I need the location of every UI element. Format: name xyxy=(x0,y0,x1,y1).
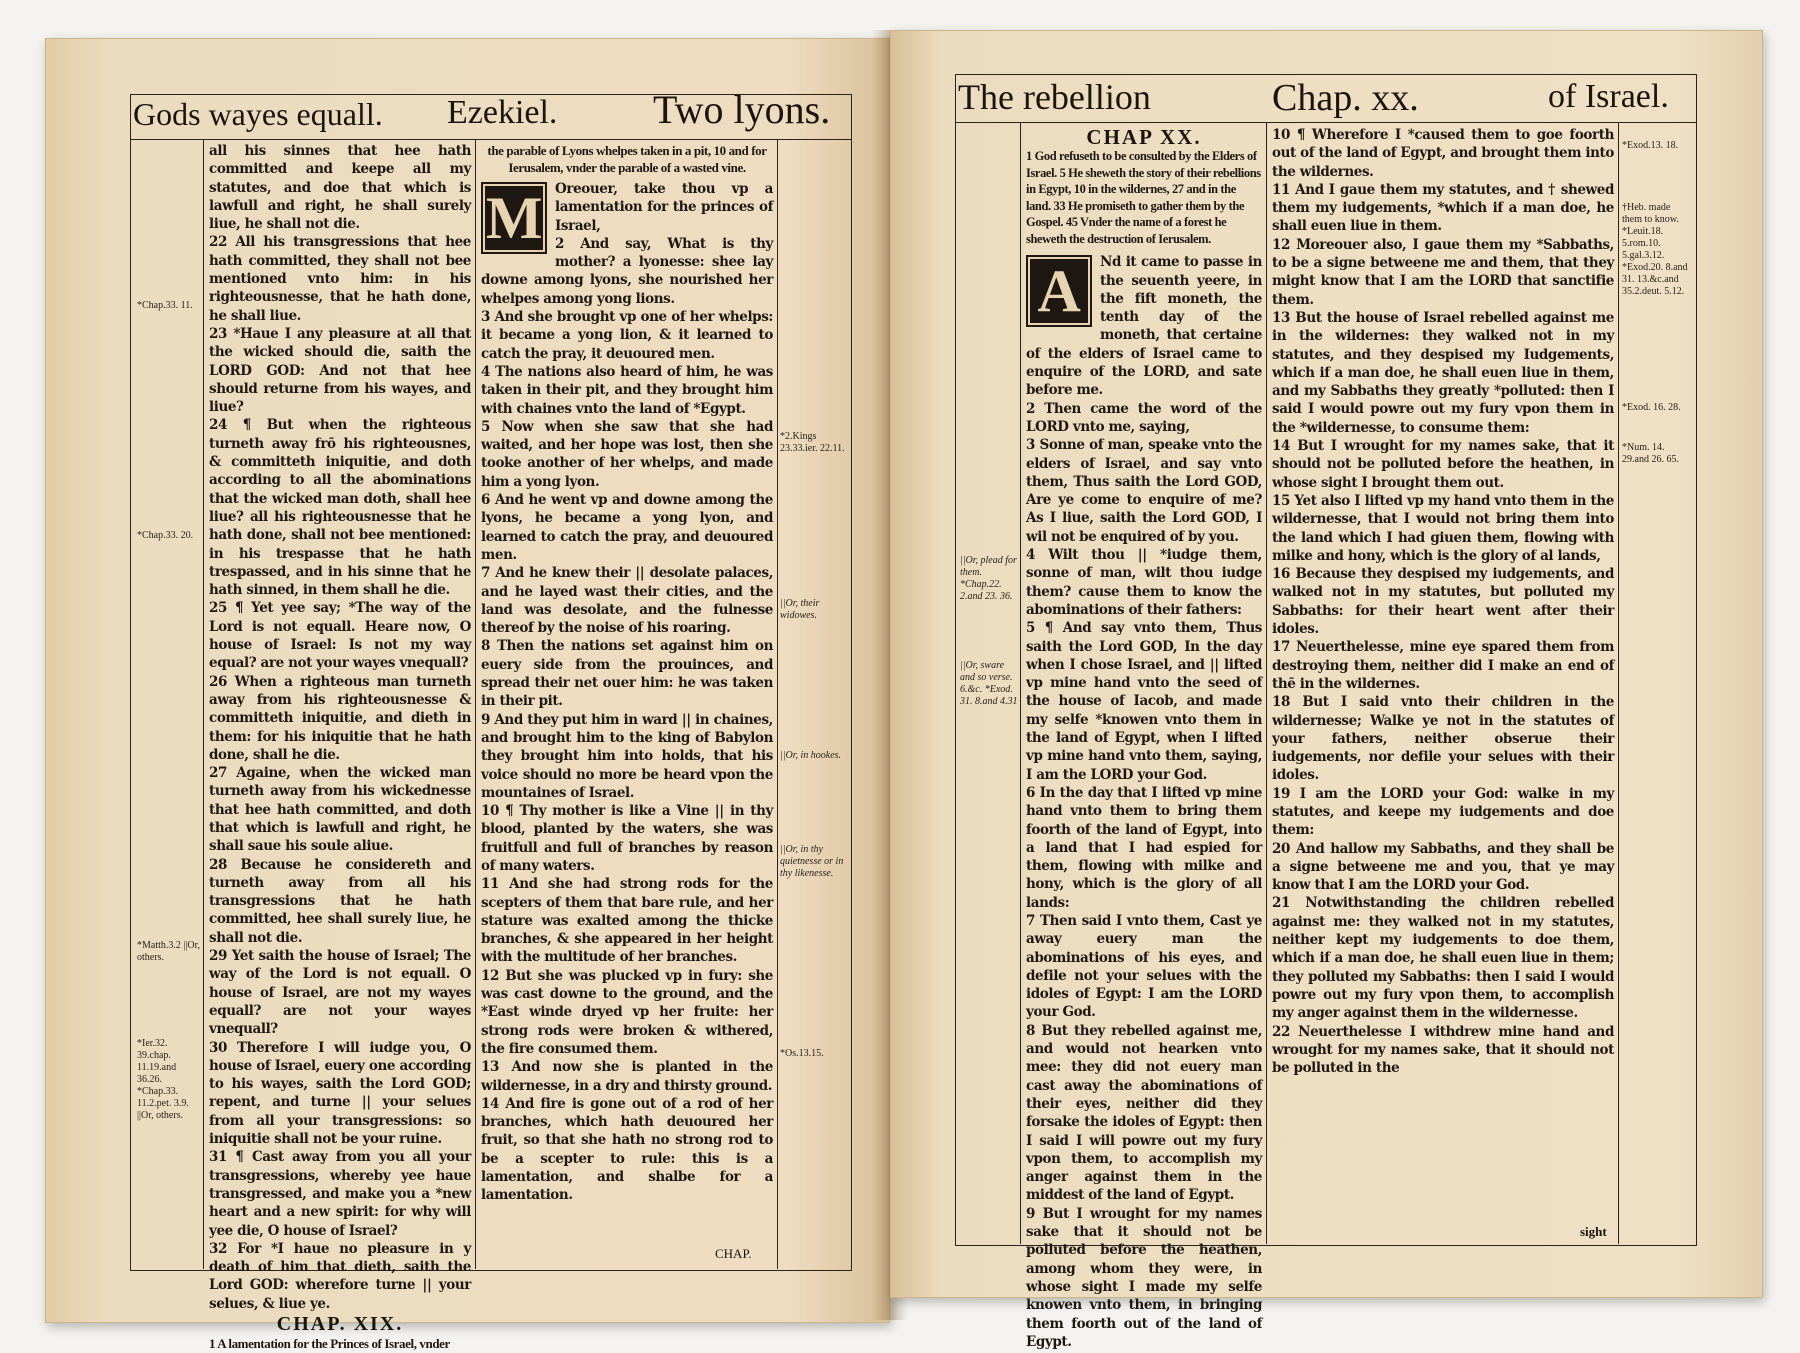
right-column-1 xyxy=(1026,125,1262,1350)
margin-note: ||Or, plead for them. *Chap.22. 2.and 23. 36. xyxy=(960,555,1017,602)
verse: 19 I am the LORD your God: walke in my statutes, and keepe my iudgements and doe them: xyxy=(1272,785,1614,839)
margin-note: ||Or, in hookes. xyxy=(780,750,842,761)
verse-opening: Nd it came to passe in the seuenth yeere, in the fift moneth, the tenth day of the moneth, that certaine of the elders of Israel came to enquire of the LORD, and sate before me. xyxy=(1026,254,1262,399)
verse: 14 And fire is gone out of a rod of her branches, which hath deuoured her fruit, so that she hath no strong rod to be a scepter to rule: this is a lamentation, and shalbe for a lamentation. xyxy=(481,1095,773,1204)
verse: 10 ¶ Thy mother is like a Vine || in thy blood, planted by the waters, she was fruitfull and full of branches by reason of many waters. xyxy=(481,803,773,874)
verse: 7 And he knew their || desolate palaces, and he layed wast their cities, and the land was desolate, and the fulnesse thereof by the noise of his roaring. xyxy=(481,565,773,637)
chapter-summary: 1 God refuseth to be consulted by the Elders of Israel. 5 He sheweth the story of their rebellions in Egypt, 10 in the wildernes, 27 and in the land. 33 He promiseth to gather them by the Gospel. 45 Vnder the name of a forest he sheweth the destruction of Ierusalem. xyxy=(1026,149,1261,246)
verse: 14 But I wrought for my names sake, that it should not be polluted before the heathen, in whose sight I brought them out. xyxy=(1272,438,1614,491)
margin-note: *Exod.13. 18. xyxy=(1622,140,1679,151)
verse: 7 Then said I vnto them, Cast ye away euery man the abominations of his eyes, and defile not your selues with the idoles of Egypt: I am the LORD your God. xyxy=(1026,912,1262,1021)
margin-note: *Matth.3.2 ||Or, others. xyxy=(137,940,201,963)
verse: 8 But they rebelled against me, and would not hearken vnto mee: they did not euery man cast away the abominations of their eyes, neither did they forsake the idoles of Egypt: then I said I will powre out my fury vpon them, to accomplish my anger against them in the middest of the land of Egypt. xyxy=(1026,1022,1262,1204)
left-header-rule xyxy=(130,139,851,140)
margin-note: *Os.13.15. xyxy=(780,1048,824,1059)
margin-note: ||Or, their widowes. xyxy=(780,598,820,621)
right-column-2 xyxy=(1272,126,1614,1222)
catchword: sight xyxy=(1580,1224,1607,1239)
chapter-summary-continued: the parable of Lyons whelpes taken in a pit, 10 and for Ierusalem, vnder the parable of a wasted vine. xyxy=(487,143,767,175)
verse: 2 And say, What is thy mother? a lyonesse: shee lay downe among lyons, she nourished her whelpes among yong lions. xyxy=(481,235,773,307)
margin-note: †Heb. made them to know. *Leuit.18. 5.rom.10. 5.gal.3.12. *Exod.20. 8.and 31. 13.&c.and 35.2.deut. 5.12. xyxy=(1622,202,1688,297)
verse: 29 Yet saith the house of Israel; The way of the Lord is not equall. O house of Israel, are not my wayes equall? are not your wayes vnequall? xyxy=(209,948,471,1038)
margin-note: ||Or, in thy quietnesse or in thy likenesse. xyxy=(780,844,844,879)
left-margin-rule-outer xyxy=(777,139,778,1269)
right-margin-rule-inner xyxy=(1020,122,1021,1244)
verse: 10 ¶ Wherefore I *caused them to goe foorth out of the land of Egypt, and brought them into the wildernes. xyxy=(1272,127,1614,180)
running-head-center: Chap. xx. xyxy=(1272,77,1419,119)
verse: 16 Because they despised my iudgements, and walked not in my statutes, but polluted my Sabbaths: for their heart went after their idoles. xyxy=(1272,566,1614,638)
verse: all his sinnes that hee hath committed and keepe all my statutes, and doe that which is lawfull and right, he shall surely liue, he shall not die. xyxy=(209,143,471,233)
margin-note: ||Or, sware and so verse. 6.&c. *Exod. 31. 8.and 4.31 xyxy=(960,660,1018,707)
verse: 2 Then came the word of the LORD vnto me, saying, xyxy=(1026,400,1262,435)
verse: 5 Now when she saw that she had waited, and her hope was lost, then she tooke another of her whelps, and made him a yong lyon. xyxy=(481,418,773,490)
verse: 27 Againe, when the wicked man turneth away from his wickednesse that hee hath committed, and doth that which is lawfull and right, he shall saue his soule aliue. xyxy=(209,765,471,855)
verse: 32 For *I haue no pleasure in y death of him that dieth, saith the Lord GOD: wherefore turne || your selues, & liue ye. xyxy=(209,1240,471,1312)
verse: 15 Yet also I lifted vp my hand vnto them in the wildernesse, that I would not bring them into the land which I had giuen them, flowing with milke and hony, which is the glory of al lands, xyxy=(1272,492,1614,564)
margin-note: *Num. 14. 29.and 26. 65. xyxy=(1622,442,1679,465)
running-head-left: Gods wayes equall. xyxy=(133,96,383,132)
left-margin-rule-inner xyxy=(203,139,204,1269)
verse: 8 Then the nations set against him on euery side from the prouinces, and spread their net ouer him: he was taken in their pit. xyxy=(481,638,773,710)
running-head-right: Two lyons. xyxy=(653,87,831,132)
verse: 22 All his transgressions that hee hath committed, they shall not bee mentioned vnto him: in his righteousnesse, that he hath done, he shall liue. xyxy=(209,234,471,324)
dropcap-m: M xyxy=(481,182,547,254)
verse: 9 And they put him in ward || in chaines, and brought him to the king of Babylon they brought him into holds, that his voice should no more be heard vpon the mountaines of Israel. xyxy=(481,711,773,801)
verse: 12 But she was plucked vp in fury: she was cast downe to the ground, and the *East winde dryed vp her fruite: her strong rods were broken & withered, the fire consumed them. xyxy=(481,967,773,1057)
chapter-title: CHAP XX. xyxy=(1086,125,1202,149)
running-head-center: Ezekiel. xyxy=(447,94,558,131)
verse: 13 But the house of Israel rebelled against me in the wildernes: they walked not in my statutes, and they despised my Iudgements, which if a man doe, he shall euen liue in them, and my Sabbaths they greatly *polluted: then I said I would powre out my fury vpon them in the *wildernesse, to consume them: xyxy=(1272,309,1614,436)
right-margin-rule-outer xyxy=(1618,122,1619,1244)
verse: 11 And she had strong rods for the scepters of them that bare rule, and her stature was exalted among the thicke branches, & she appeared in her height with the multitude of her branches. xyxy=(481,876,773,966)
verse: 5 ¶ And say vnto them, Thus saith the Lord GOD, In the day when I chose Israel, and || lifted vp mine hand vnto the seed of the house of Iacob, and made my selfe *knowen vnto them in the land of Egypt, when I lifted vp mine hand vnto them, saying, I am the LORD your God. xyxy=(1026,620,1262,783)
verse: 17 Neuerthelesse, mine eye spared them from destroying them, neither did I make an end of thē in the wildernes. xyxy=(1272,639,1614,692)
verse: 11 And I gaue them my statutes, and † shewed them my iudgements, *which if a man doe, he shall euen liue in them. xyxy=(1272,181,1614,235)
verse: 21 Notwithstanding the children rebelled against me: they walked not in my statutes, neither kept my iudgements to doe them, which if a man doe, he shall euen liue in them; they polluted my Sabbaths: then I said I would powre out my fury vpon them, to accomplish my anger against them in the wildernesse. xyxy=(1272,895,1614,1022)
verse: 28 Because he considereth and turneth away from all his transgressions that he hath committed, hee shall surely liue, he shall not die. xyxy=(209,856,471,946)
verse: 22 Neuerthelesse I withdrew mine hand and wrought for my names sake, that it should not be polluted in the xyxy=(1272,1023,1614,1077)
chapter-title: CHAP. XIX. xyxy=(276,1313,404,1335)
verse: 26 When a righteous man turneth away from his righteousnesse & committeth iniquitie, and dieth in them: for his iniquitie that he hath done, shall he die. xyxy=(209,673,471,763)
left-page xyxy=(45,38,890,1352)
right-column-divider xyxy=(1266,122,1267,1244)
verse: 9 But I wrought for my names sake that it should not be polluted before the heathen, among whom they were, in whose sight I made my selfe knowen vnto them, in bringing them foorth out of the land of Egypt. xyxy=(1026,1205,1262,1350)
verse: 31 ¶ Cast away from you all your transgressions, whereby yee haue transgressed, and make you a *new heart and a new spirit: for why will yee die, O house of Israel? xyxy=(209,1149,471,1239)
verse: 6 In the day that I lifted vp mine hand vnto them to bring them foorth of the land of Egypt, into a land that I had espied for them, flowing with milke and hony, which is the glory of all lands: xyxy=(1026,784,1262,911)
verse: 23 *Haue I any pleasure at all that the wicked should die, saith the LORD GOD: And not that hee should returne from his wayes, and liue? xyxy=(209,325,471,416)
verse: 25 ¶ Yet yee say; *The way of the Lord is not equall. Heare now, O house of Israel: Is not my way equal? are not your wayes vnequall? xyxy=(209,600,471,672)
running-head-left: The rebellion xyxy=(958,77,1151,117)
catchword: CHAP. xyxy=(715,1246,752,1261)
left-column-2 xyxy=(481,142,773,1267)
verse: 4 Wilt thou || *iudge them, sonne of man, wilt thou iudge them? cause them to know the abominations of their fathers: xyxy=(1026,547,1262,618)
margin-note: *Chap.33. 20. xyxy=(137,530,194,541)
verse: 24 ¶ But when the righteous turneth away frō his righteousnes, & committeth iniquitie, and doth according to all the abominations that the wicked man doth, shall hee liue? all his righteousnesse that he hath done, shall not bee mentioned: in his trespasse that he hath trespassed, and in his sinne that he hath sinned, in them shall he die. xyxy=(209,417,471,599)
verse: 20 And hallow my Sabbaths, and they shall be a signe betweene me and you, that ye may know that I am the LORD your God. xyxy=(1272,840,1614,894)
running-head-right: of Israel. xyxy=(1548,78,1669,115)
dropcap-a: A xyxy=(1026,255,1092,327)
margin-note: *Chap.33. 11. xyxy=(137,300,193,311)
verse: 4 The nations also heard of him, he was taken in their pit, and they brought him with chaines vnto the land of *Egypt. xyxy=(481,363,773,417)
margin-note: *2.Kings 23.33.ier. 22.11. xyxy=(780,431,845,454)
verse: 3 And she brought vp one of her whelps: it became a yong lion, & it learned to catch the pray, it deuoured men. xyxy=(481,309,773,362)
verse: 3 Sonne of man, speake vnto the elders of Israel, and say vnto them, Thus saith the Lord GOD, Are ye come to enquire of me? As I liue, saith the Lord GOD, I wil not be enquired of by you. xyxy=(1026,437,1262,545)
right-page xyxy=(890,30,1763,1350)
left-column-divider xyxy=(475,139,476,1269)
margin-note: *Exod. 16. 28. xyxy=(1622,402,1681,413)
verse: 6 And he went vp and downe among the lyons, he became a yong lyon, and learned to catch the pray, and deuoured men. xyxy=(481,492,773,563)
chapter-summary: 1 A lamentation for the Princes of Israel, vnder xyxy=(209,1336,450,1352)
verse: 12 Moreouer also, I gaue them my *Sabbaths, to be a signe betweene me and them, that they might know that I am the LORD that sanctifie them. xyxy=(1272,236,1614,308)
verse-opening: Oreouer, take thou vp a lamentation for the princes of Israel, xyxy=(555,181,773,234)
margin-note: *Ier.32. 39.chap. 11.19.and 36.26. *Chap.33. 11.2.pet. 3.9. ||Or, others. xyxy=(137,1038,189,1121)
left-column-1 xyxy=(209,142,471,1352)
verse: 18 But I said vnto their children in the wildernesse; Walke ye not in the statutes of your fathers, neither obserue their iudgements, nor defile your selues with their idoles. xyxy=(1272,694,1614,784)
verse: 13 And now she is planted in the wildernesse, in a dry and thirsty ground. xyxy=(481,1059,773,1094)
right-header-rule xyxy=(955,122,1696,123)
verse: 30 Therefore I will iudge you, O house of Israel, euery one according to his wayes, saith the Lord GOD; repent, and turne || your selues from all your transgressions: so iniquitie shall not be your ruine. xyxy=(209,1039,471,1148)
